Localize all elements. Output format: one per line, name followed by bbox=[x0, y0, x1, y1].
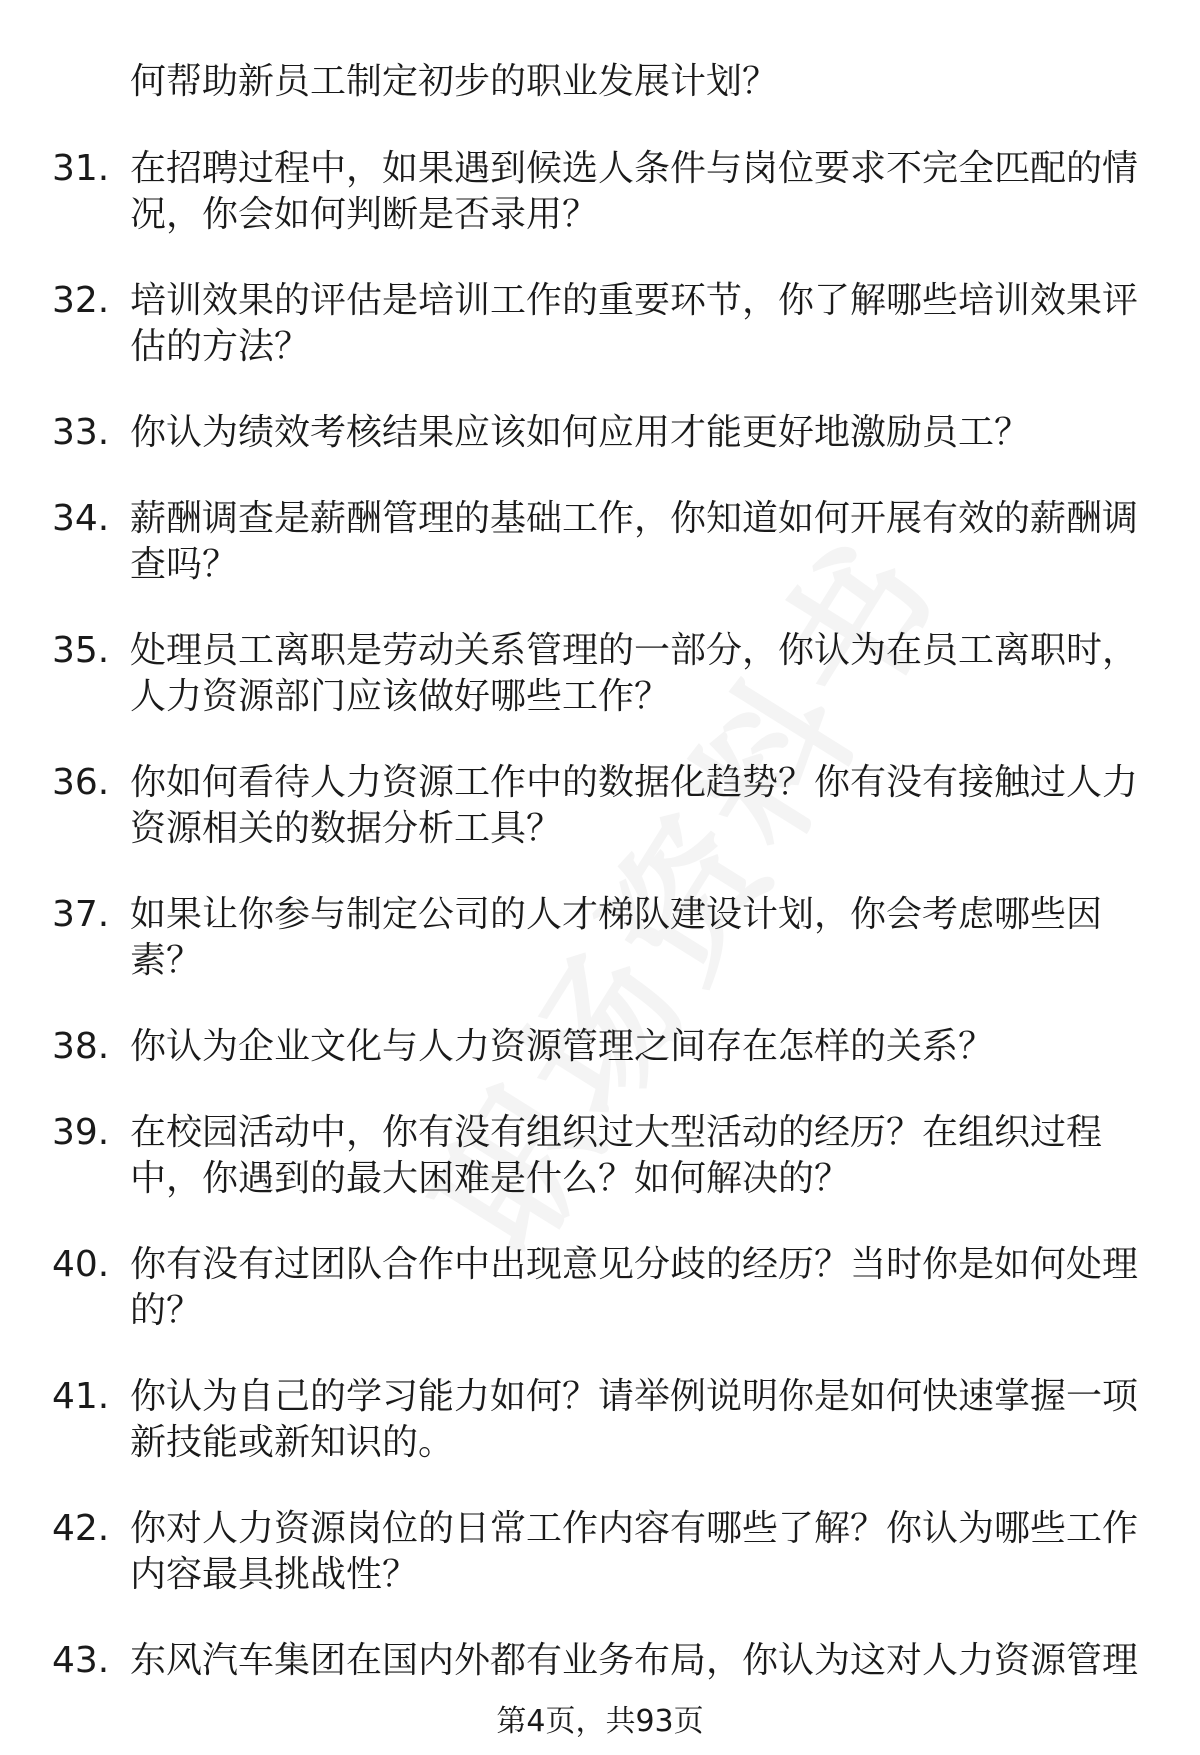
question-text: 在招聘过程中，如果遇到候选人条件与岗位要求不完全匹配的情 况，你会如何判断是否录用？ bbox=[130, 148, 1139, 235]
question-number: 32. bbox=[52, 280, 110, 321]
question-text: 你如何看待人力资源工作中的数据化趋势？你有没有接触过人力 资源相关的数据分析工具？ bbox=[130, 762, 1139, 849]
question-text: 如果让你参与制定公司的人才梯队建设计划，你会考虑哪些因 素？ bbox=[130, 894, 1103, 981]
question-item bbox=[0, 146, 1140, 238]
question-number: 43. bbox=[52, 1640, 110, 1681]
question-number: 35. bbox=[52, 630, 110, 671]
question-text: 你认为绩效考核结果应该如何应用才能更好地激励员工？ bbox=[130, 412, 1031, 453]
question-item bbox=[0, 1242, 1140, 1334]
question-text: 你有没有过团队合作中出现意见分歧的经历？当时你是如何处理 的？ bbox=[130, 1244, 1139, 1331]
question-text: 在校园活动中，你有没有组织过大型活动的经历？在组织过程 中，你遇到的最大困难是什么？如何解决的？ bbox=[130, 1112, 1103, 1199]
question-text: 你对人力资源岗位的日常工作内容有哪些了解？你认为哪些工作 内容最具挑战性？ bbox=[130, 1508, 1139, 1595]
question-number: 39. bbox=[52, 1112, 110, 1153]
question-item bbox=[0, 1638, 1140, 1684]
question-number: 31. bbox=[52, 148, 110, 189]
question-number: 36. bbox=[52, 762, 110, 803]
question-text: 你认为企业文化与人力资源管理之间存在怎样的关系？ bbox=[130, 1026, 995, 1067]
question-item bbox=[0, 628, 1140, 720]
question-text: 你认为自己的学习能力如何？请举例说明你是如何快速掌握一项 新技能或新知识的。 bbox=[130, 1376, 1139, 1463]
continued-question-text: 何帮助新员工制定初步的职业发展计划？ bbox=[130, 61, 779, 102]
question-text: 东风汽车集团在国内外都有业务布局，你认为这对人力资源管理 bbox=[130, 1640, 1139, 1681]
question-number: 41. bbox=[52, 1376, 110, 1417]
question-item bbox=[0, 278, 1140, 370]
question-item bbox=[0, 1110, 1140, 1202]
question-text: 薪酬调查是薪酬管理的基础工作，你知道如何开展有效的薪酬调 查吗？ bbox=[130, 498, 1139, 585]
question-item bbox=[0, 1506, 1140, 1598]
page-footer: 第4页，共93页 bbox=[496, 1704, 704, 1739]
question-number: 34. bbox=[52, 498, 110, 539]
question-number: 38. bbox=[52, 1026, 110, 1067]
question-item bbox=[0, 410, 1140, 456]
question-number: 37. bbox=[52, 894, 110, 935]
question-text: 培训效果的评估是培训工作的重要环节，你了解哪些培训效果评 估的方法？ bbox=[130, 280, 1139, 367]
question-item bbox=[0, 496, 1140, 588]
question-text: 处理员工离职是劳动关系管理的一部分，你认为在员工离职时， 人力资源部门应该做好哪些工作？ bbox=[130, 630, 1139, 717]
question-list bbox=[0, 146, 1200, 1724]
question-item bbox=[0, 760, 1140, 852]
question-number: 40. bbox=[52, 1244, 110, 1285]
question-number: 33. bbox=[52, 412, 110, 453]
question-number: 42. bbox=[52, 1508, 110, 1549]
question-item bbox=[0, 1374, 1140, 1466]
question-item bbox=[0, 892, 1140, 984]
question-item bbox=[0, 1024, 1140, 1070]
